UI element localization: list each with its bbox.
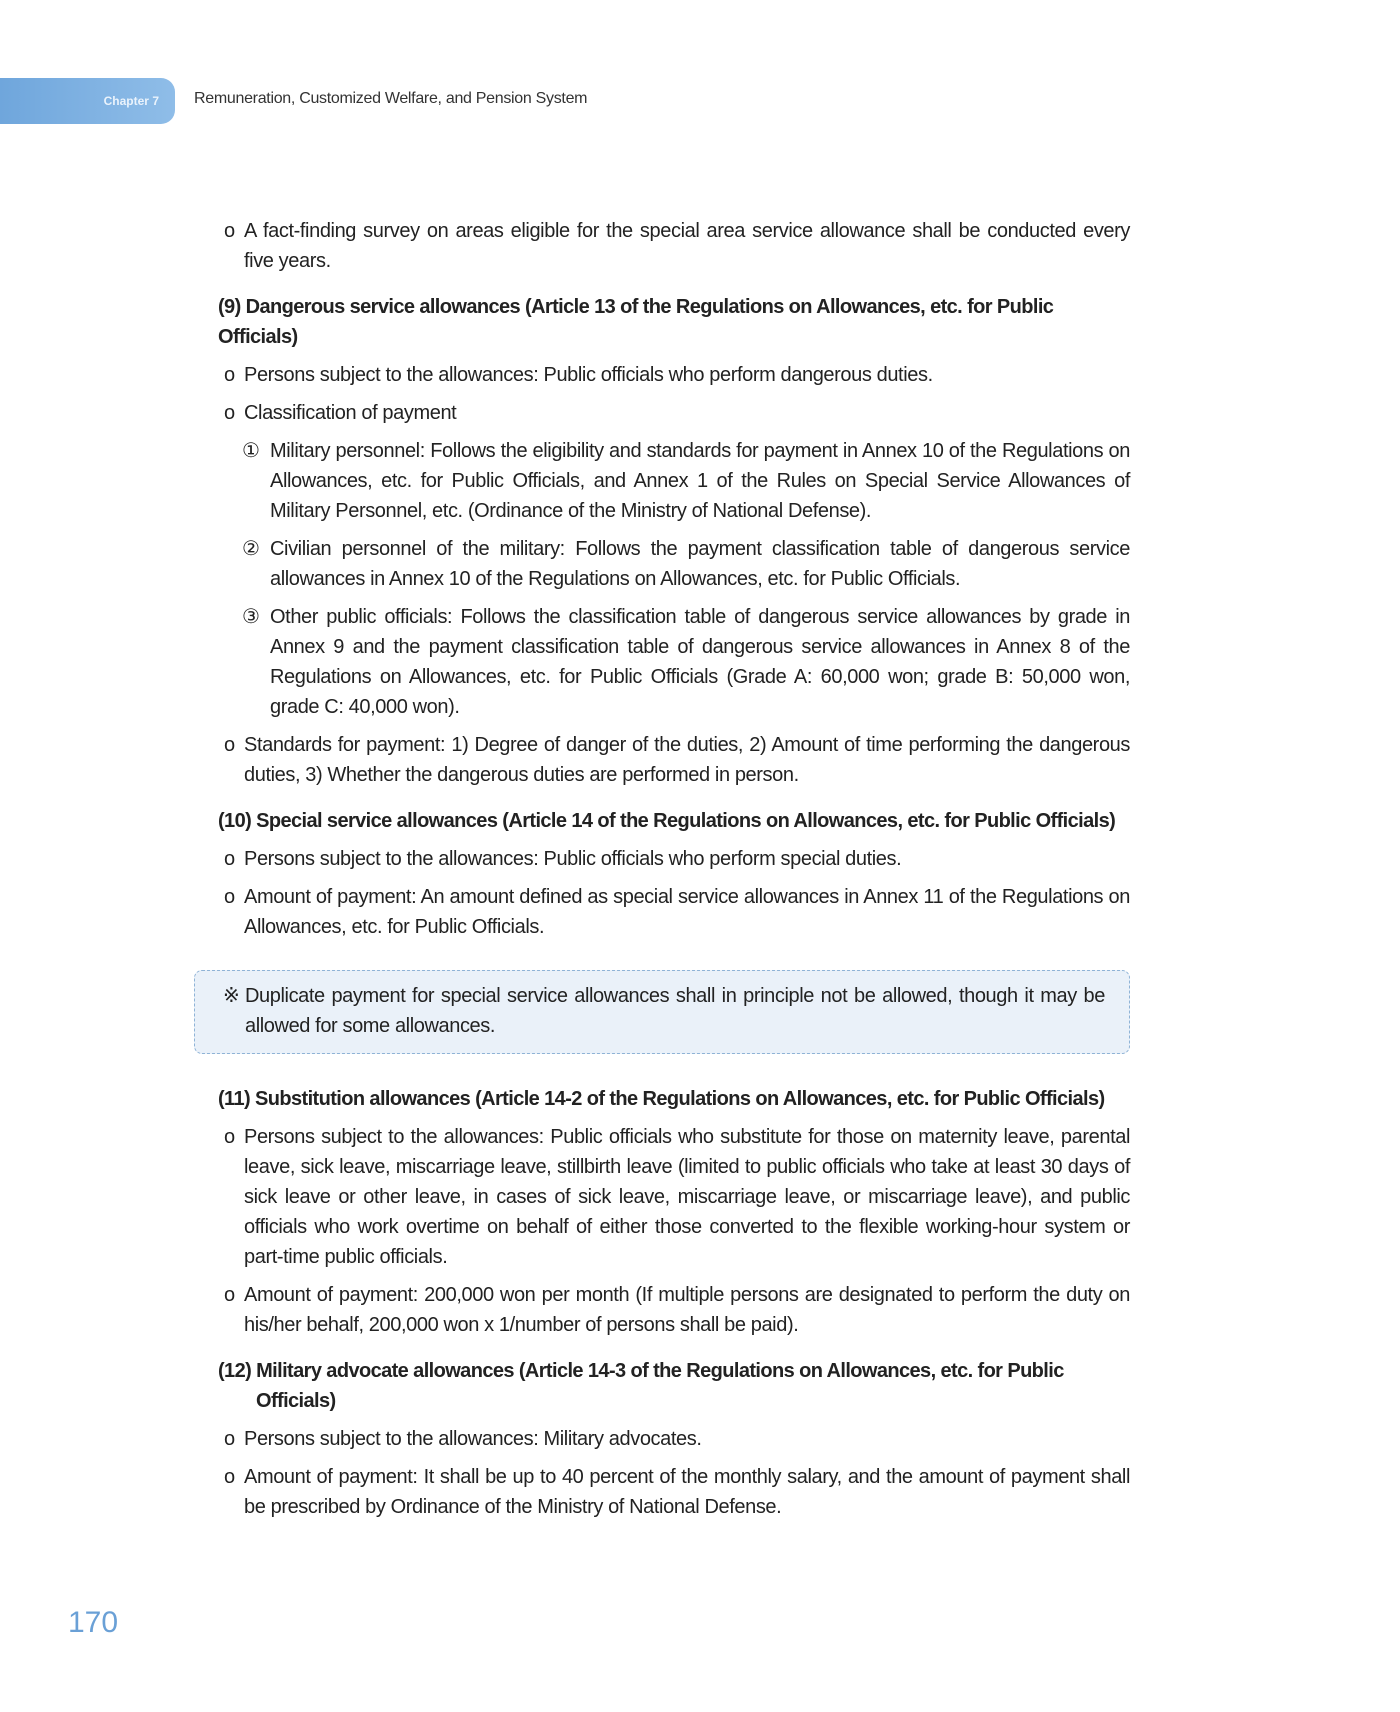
section-9-item-2 xyxy=(218,534,1130,594)
section-11-subjects: o Persons subject to the allowances: Public officials who substitute for those on maternity leave, parental leave, sick leave, miscarriage leave, stillbirth leave (limited to public officials who take at least 30 days of sick leave or other leave, in cases of sick leave, miscarriage leave, or miscarriage leave), and public officials who work overtime on behalf of either those converted to the flexible working-hour system or part-time public officials. xyxy=(218,1122,1130,1272)
section-12-amount: o Amount of payment: It shall be up to 40 percent of the monthly salary, and the amount of payment shall be prescribed by Ordinance of the Ministry of National Defense. xyxy=(218,1462,1130,1522)
item-number: ② xyxy=(242,538,260,560)
section-10-subjects: o Persons subject to the allowances: Public officials who perform special duties. xyxy=(218,844,1130,874)
item-text: Military personnel: Follows the eligibility and standards for payment in Annex 10 of the Regulations on Allowances, etc. for Public Officials, and Annex 1 of the Rules on Special Service Allowances of Military Personnel, etc. (Ordinance of the Ministry of National Defense). xyxy=(270,440,1130,522)
section-10-title: (10) Special service allowances (Article 14 of the Regulations on Allowances, etc. for Public Officials) xyxy=(218,810,1116,832)
section-9-item-3 xyxy=(218,602,1130,722)
intro-bullet: o A fact-finding survey on areas eligible for the special area service allowance shall be conducted every five years. xyxy=(218,216,1130,276)
item-number: ① xyxy=(242,440,260,462)
note-box xyxy=(194,970,1130,1054)
section-12-title-line1: (12) Military advocate allowances (Article 14-3 of the Regulations on Allowances, etc. for Public xyxy=(218,1360,1064,1382)
section-9-title: (9) Dangerous service allowances (Article 13 of the Regulations on Allowances, etc. for Public Officials) xyxy=(218,296,1054,348)
section-9-classification: o Classification of payment xyxy=(218,398,1130,428)
section-12-subjects: o Persons subject to the allowances: Military advocates. xyxy=(218,1424,1130,1454)
page-content xyxy=(218,216,1130,1530)
section-12-title xyxy=(218,1356,1130,1416)
running-title: Remuneration, Customized Welfare, and Pension System xyxy=(194,90,588,107)
section-9-item-1 xyxy=(218,436,1130,526)
section-9-subjects: o Persons subject to the allowances: Public officials who perform dangerous duties. xyxy=(218,360,1130,390)
item-text: Other public officials: Follows the classification table of dangerous service allowances by grade in Annex 9 and the payment classification table of dangerous service allowances in Annex 8 of the Regulations on Allowances, etc. for Public Officials (Grade A: 60,000 won; grade B: 50,000 won, grade C: 40,000 won). xyxy=(270,606,1130,718)
note-mark: ※ xyxy=(223,985,240,1007)
note-text: Duplicate payment for special service allowances shall in principle not be allowed, though it may be allowed for some allowances. xyxy=(245,985,1105,1037)
page-number: 170 xyxy=(68,1606,119,1639)
section-11-title: (11) Substitution allowances (Article 14-2 of the Regulations on Allowances, etc. for Public Officials) xyxy=(218,1088,1105,1110)
section-9-standards: o Standards for payment: 1) Degree of danger of the duties, 2) Amount of time performing the dangerous duties, 3) Whether the dangerous duties are performed in person. xyxy=(218,730,1130,790)
chapter-tab xyxy=(0,78,175,124)
section-12-title-line2: Officials) xyxy=(256,1390,336,1412)
item-text: Civilian personnel of the military: Follows the payment classification table of dangerous service allowances in Annex 10 of the Regulations on Allowances, etc. for Public Officials. xyxy=(270,538,1130,590)
section-10-amount: o Amount of payment: An amount defined as special service allowances in Annex 11 of the Regulations on Allowances, etc. for Public Officials. xyxy=(218,882,1130,942)
section-11-amount: o Amount of payment: 200,000 won per month (If multiple persons are designated to perform the duty on his/her behalf, 200,000 won x 1/number of persons shall be paid). xyxy=(218,1280,1130,1340)
chapter-label: Chapter 7 xyxy=(103,94,159,108)
item-number: ③ xyxy=(242,606,260,628)
